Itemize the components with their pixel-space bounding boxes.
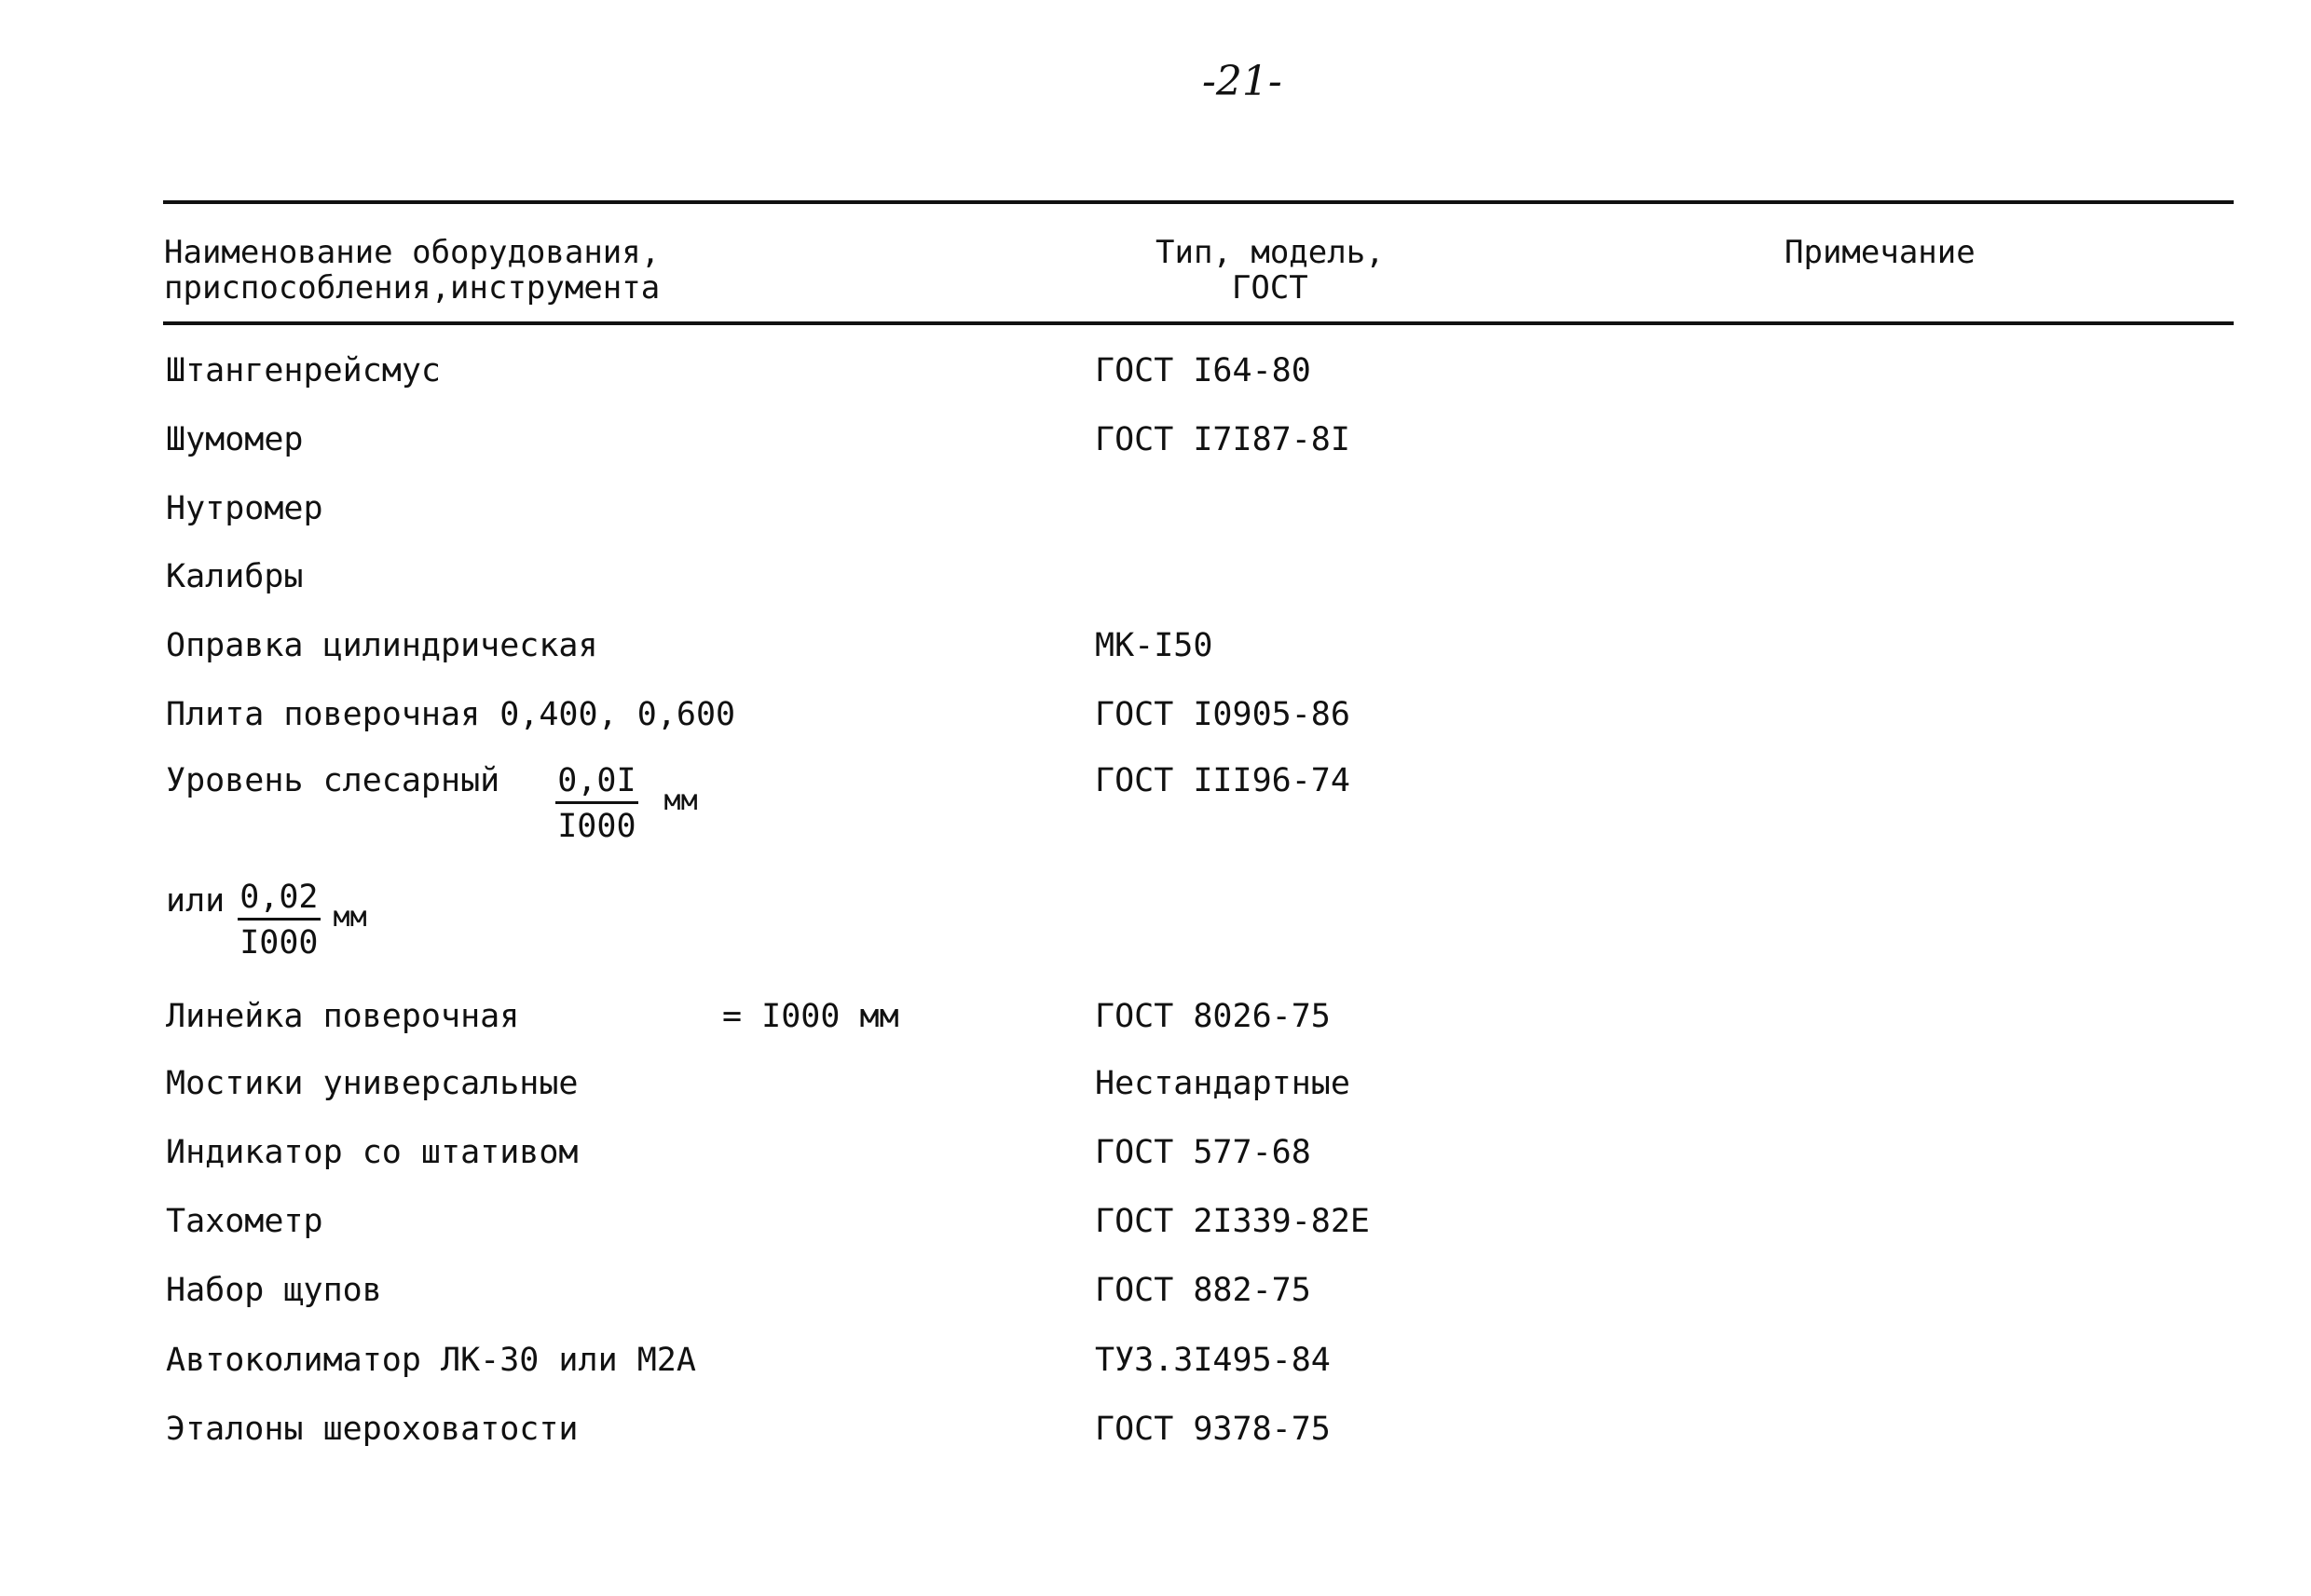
- fraction-numerator: 0,02: [238, 879, 320, 921]
- equipment-name: Плита поверочная 0,400, 0,600: [166, 696, 736, 733]
- equipment-name: Линейка поверочная: [166, 998, 520, 1035]
- unit: мм: [333, 901, 367, 934]
- equipment-name: Эталоны шероховатости: [166, 1411, 579, 1448]
- column-header-note: Примечание: [1785, 234, 1976, 271]
- equipment-type: ТУ3.3I495-84: [1095, 1342, 1331, 1379]
- equipment-type: ГОСТ I0905-86: [1095, 696, 1350, 733]
- equipment-name: [166, 879, 367, 962]
- fraction-numerator: 0,0I: [555, 762, 637, 804]
- fraction-denominator: I000: [239, 924, 319, 962]
- equipment-type: ГОСТ 2I339-82Е: [1095, 1203, 1371, 1240]
- equipment-type: ГОСТ 882-75: [1095, 1272, 1311, 1309]
- equipment-name: Калибры: [166, 558, 304, 595]
- equipment-name: Шумомер: [166, 421, 304, 458]
- equipment-type: ГОСТ III96-74: [1095, 762, 1350, 799]
- equipment-name: Тахометр: [166, 1203, 323, 1240]
- table-header-rule: [163, 321, 2234, 325]
- page-number: -21-: [1202, 58, 1282, 105]
- fraction: [555, 762, 637, 845]
- equipment-type: ГОСТ I7I87-8I: [1095, 421, 1350, 458]
- equipment-name: Индикатор со штативом: [166, 1134, 579, 1171]
- equipment-name-text: Уровень слесарный: [166, 762, 500, 799]
- equipment-type: МК-I50: [1095, 627, 1213, 664]
- unit: мм: [663, 784, 698, 817]
- column-header-name: [164, 235, 660, 306]
- equipment-type: ГОСТ 577-68: [1095, 1134, 1311, 1171]
- column-header-name-line1: Наименование оборудования,: [164, 234, 661, 271]
- equipment-type: ГОСТ 8026-75: [1095, 998, 1331, 1035]
- fraction: [238, 879, 320, 962]
- equipment-type: Нестандартные: [1095, 1065, 1350, 1102]
- equipment-name: Нутромер: [166, 490, 323, 527]
- column-header-type-line1: Тип, модель,: [1156, 234, 1385, 271]
- equipment-name: [166, 762, 698, 845]
- equipment-dimension: = I000 мм: [722, 998, 899, 1035]
- equipment-type: ГОСТ I64-80: [1095, 352, 1311, 389]
- equipment-name: Оправка цилиндрическая: [166, 627, 598, 664]
- column-header-type-line2: ГОСТ: [1231, 269, 1308, 307]
- column-header-type: [1156, 235, 1385, 306]
- equipment-name: Набор щупов: [166, 1272, 382, 1309]
- equipment-name: Штангенрейсмус: [166, 352, 442, 389]
- column-header-name-line2: приспособления,инструмента: [164, 269, 661, 307]
- equipment-type: ГОСТ 9378-75: [1095, 1411, 1331, 1448]
- table-top-rule: [163, 200, 2234, 204]
- equipment-name: Автоколиматор ЛК-30 или М2А: [166, 1342, 696, 1379]
- fraction-denominator: I000: [557, 808, 636, 845]
- equipment-name: Мостики универсальные: [166, 1065, 579, 1102]
- equipment-name-text: или: [166, 882, 226, 920]
